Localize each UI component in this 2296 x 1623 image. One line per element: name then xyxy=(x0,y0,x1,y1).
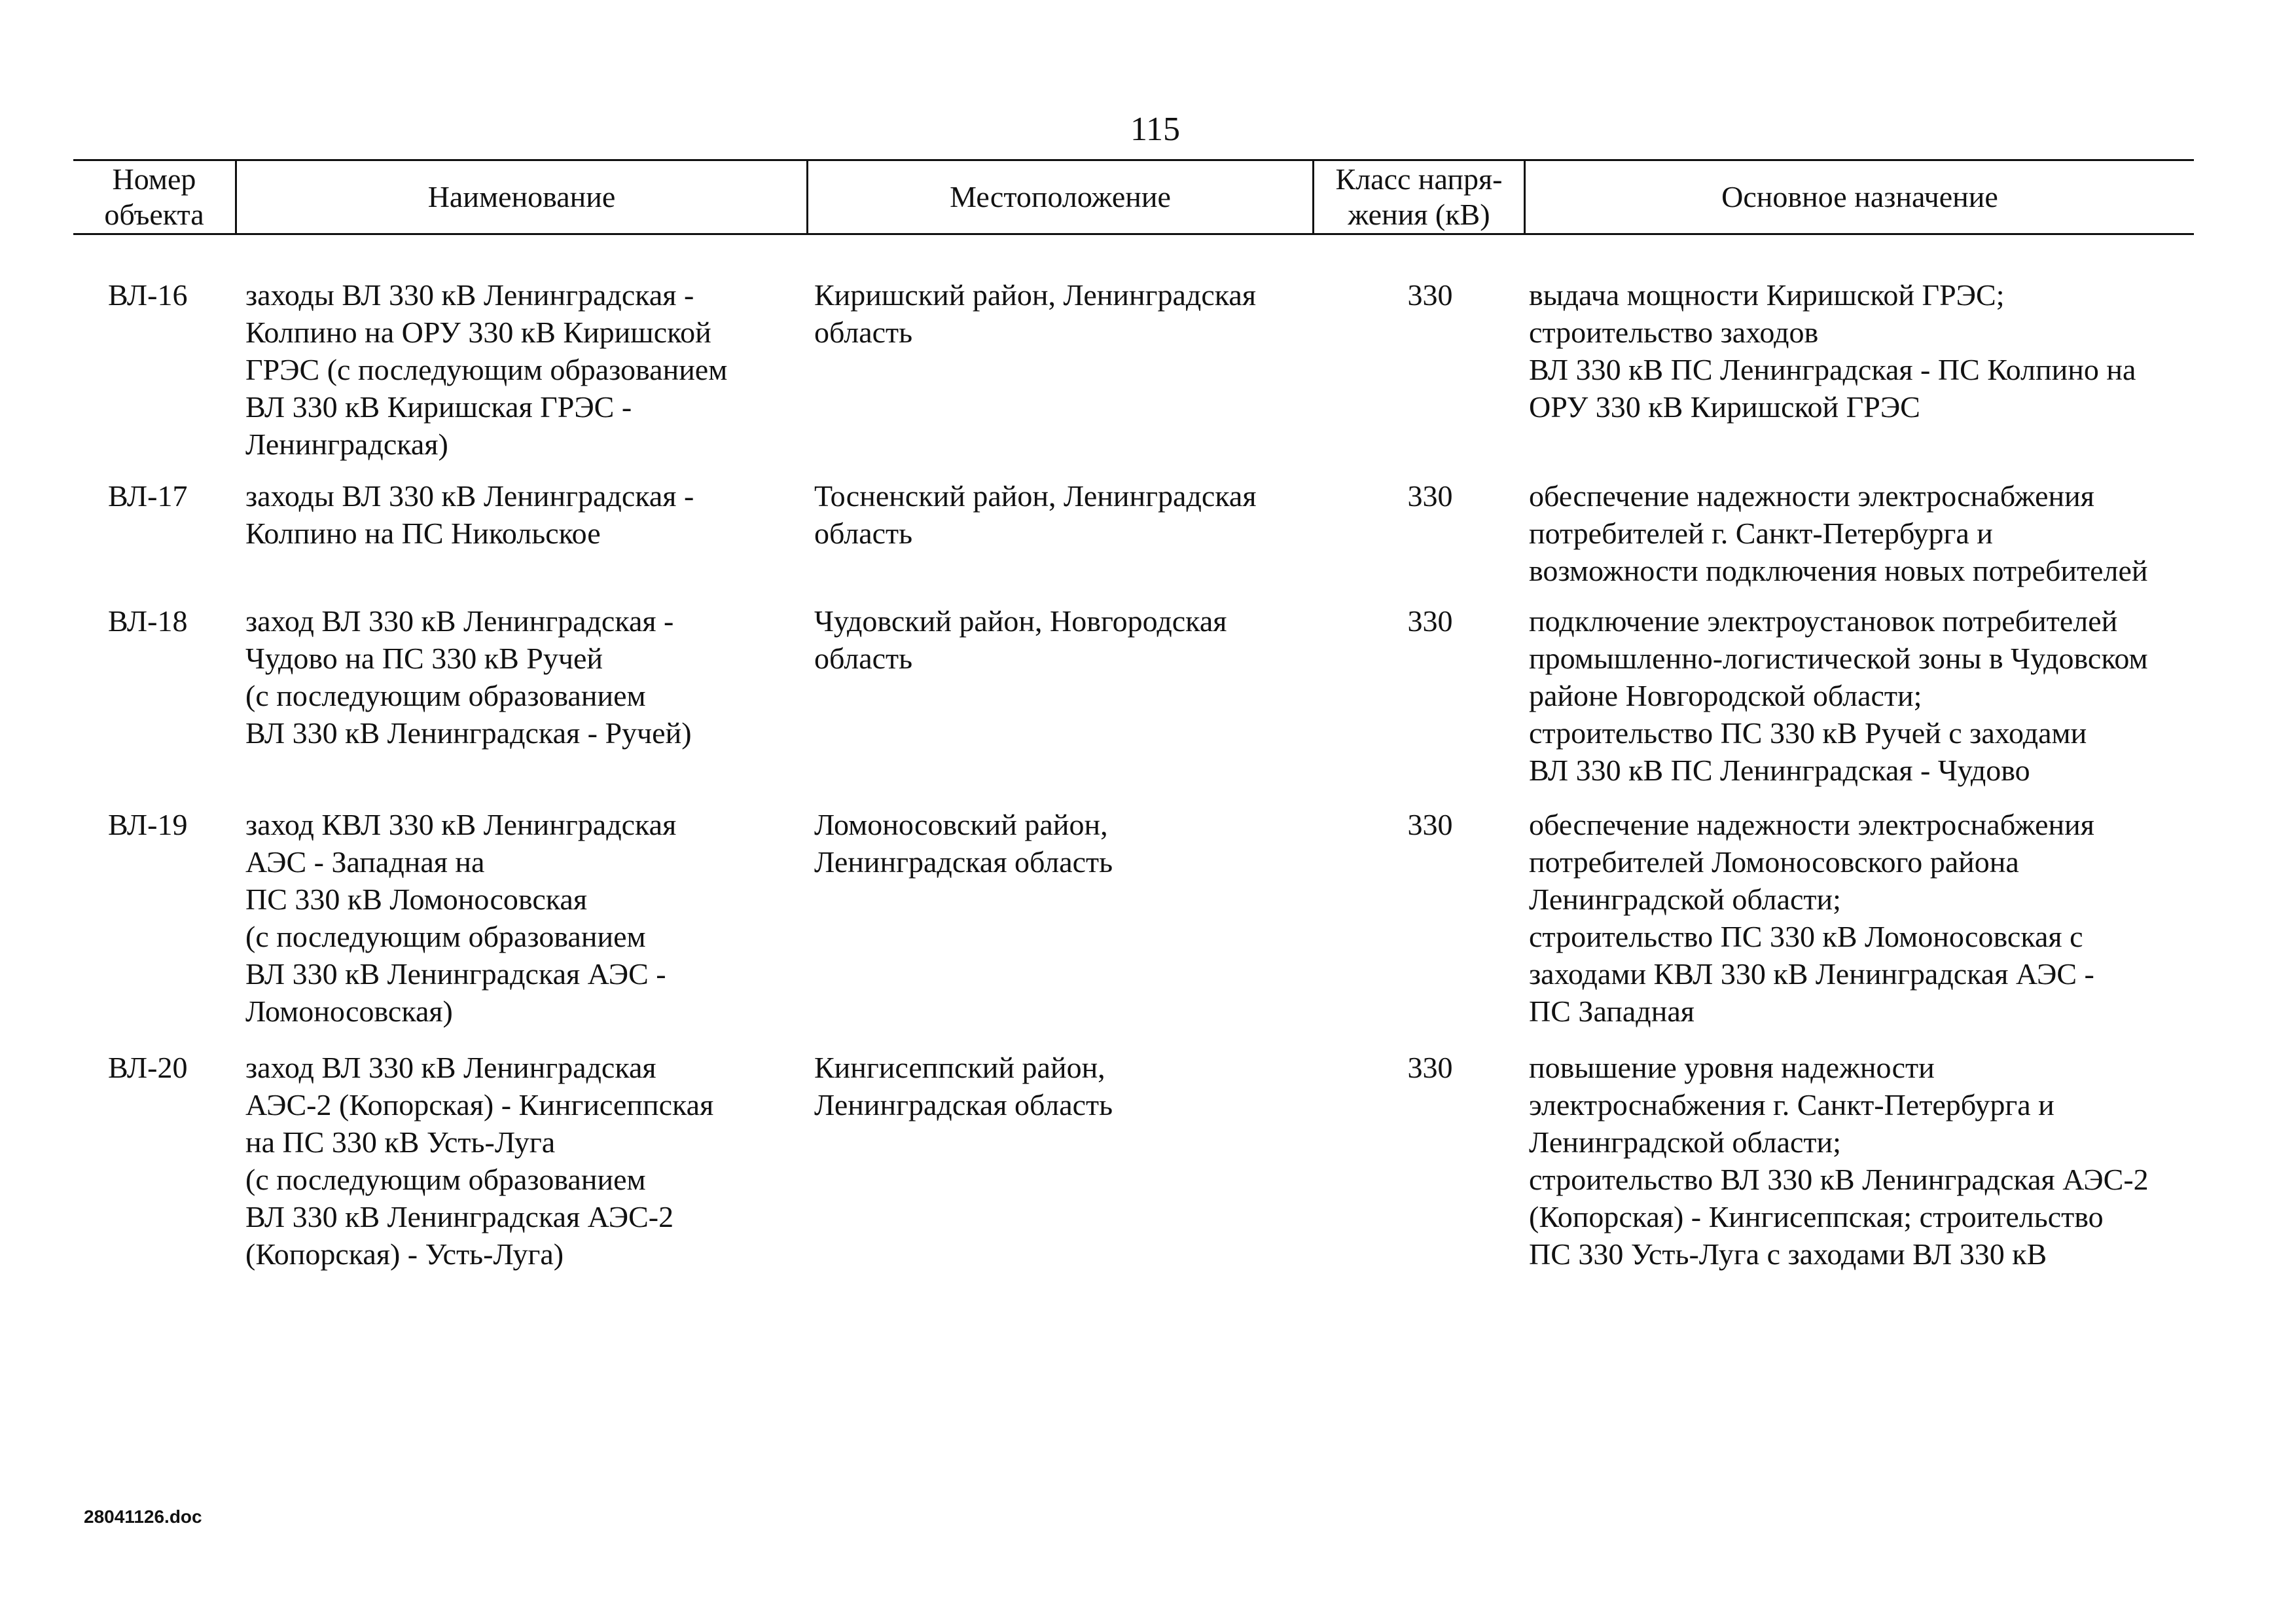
object-purpose: повышение уровня надежности электроснабжения г. Санкт-Петербурга и Ленинградской области; строительство ВЛ 330 кВ Ленинградская АЭС-2 (Копорская) - Кингисеппская; строительство ПС 330 Усть-Луга с заходами ВЛ 330 кВ xyxy=(1529,1051,2149,1271)
object-location: Кингисеппский район, Ленинградская область xyxy=(814,1051,1113,1122)
object-voltage: 330 xyxy=(1407,604,1453,638)
file-name-footer: 28041126.doc xyxy=(84,1506,202,1527)
object-number: ВЛ-20 xyxy=(108,1051,188,1084)
object-name: заход ВЛ 330 кВ Ленинградская - Чудово на ПС 330 кВ Ручей (с последующим образованием ВЛ 330 кВ Ленинградская - Ручей) xyxy=(245,604,692,750)
object-purpose: выдача мощности Киришской ГРЭС; строительство заходов ВЛ 330 кВ ПС Ленинградская - ПС Колпино на ОРУ 330 кВ Киришской ГРЭС xyxy=(1529,278,2136,424)
object-name: заход КВЛ 330 кВ Ленинградская АЭС - Западная на ПС 330 кВ Ломоносовская (с последующим образованием ВЛ 330 кВ Ленинградская АЭС - Ломоносовская) xyxy=(245,808,677,1028)
object-number: ВЛ-16 xyxy=(108,278,188,312)
header-name: Наименование xyxy=(427,180,616,213)
object-location: Тосненский район, Ленинградская область xyxy=(814,479,1257,550)
object-name: заходы ВЛ 330 кВ Ленинградская - Колпино на ОРУ 330 кВ Киришской ГРЭС (с последующим образованием ВЛ 330 кВ Киришская ГРЭС - Ленинградская) xyxy=(245,278,728,461)
object-voltage: 330 xyxy=(1407,278,1453,312)
object-location: Ломоносовский район, Ленинградская область xyxy=(814,808,1113,879)
object-voltage: 330 xyxy=(1407,479,1453,513)
object-location: Чудовский район, Новгородская область xyxy=(814,604,1227,675)
header-voltage: Класс напря- жения (кВ) xyxy=(1335,162,1503,231)
object-number: ВЛ-17 xyxy=(108,479,188,513)
object-voltage: 330 xyxy=(1407,808,1453,841)
object-name: заходы ВЛ 330 кВ Ленинградская - Колпино на ПС Никольское xyxy=(245,479,694,550)
object-number: ВЛ-18 xyxy=(108,604,188,638)
table-header xyxy=(73,159,2194,235)
header-number: Номер объекта xyxy=(104,162,204,231)
object-number: ВЛ-19 xyxy=(108,808,188,841)
object-purpose: обеспечение надежности электроснабжения потребителей Ломоносовского района Ленинградской области; строительство ПС 330 кВ Ломоносовская с заходами КВЛ 330 кВ Ленинградская АЭС - ПС Западная xyxy=(1529,808,2094,1028)
object-voltage: 330 xyxy=(1407,1051,1453,1084)
object-purpose: подключение электроустановок потребителей промышленно-логистической зоны в Чудовском районе Новгородской области; строительство ПС 330 кВ Ручей с заходами ВЛ 330 кВ ПС Ленинградская - Чудово xyxy=(1529,604,2148,787)
page-number: 115 xyxy=(1130,111,1181,148)
object-name: заход ВЛ 330 кВ Ленинградская АЭС-2 (Копорская) - Кингисеппская на ПС 330 кВ Усть-Луга (с последующим образованием ВЛ 330 кВ Ленинградская АЭС-2 (Копорская) - Усть-Луга) xyxy=(245,1051,714,1271)
header-location: Местоположение xyxy=(950,180,1171,213)
object-purpose: обеспечение надежности электроснабжения потребителей г. Санкт-Петербурга и возможности подключения новых потребителей xyxy=(1529,479,2148,587)
object-location: Киришский район, Ленинградская область xyxy=(814,278,1256,349)
header-purpose: Основное назначение xyxy=(1721,180,1998,213)
